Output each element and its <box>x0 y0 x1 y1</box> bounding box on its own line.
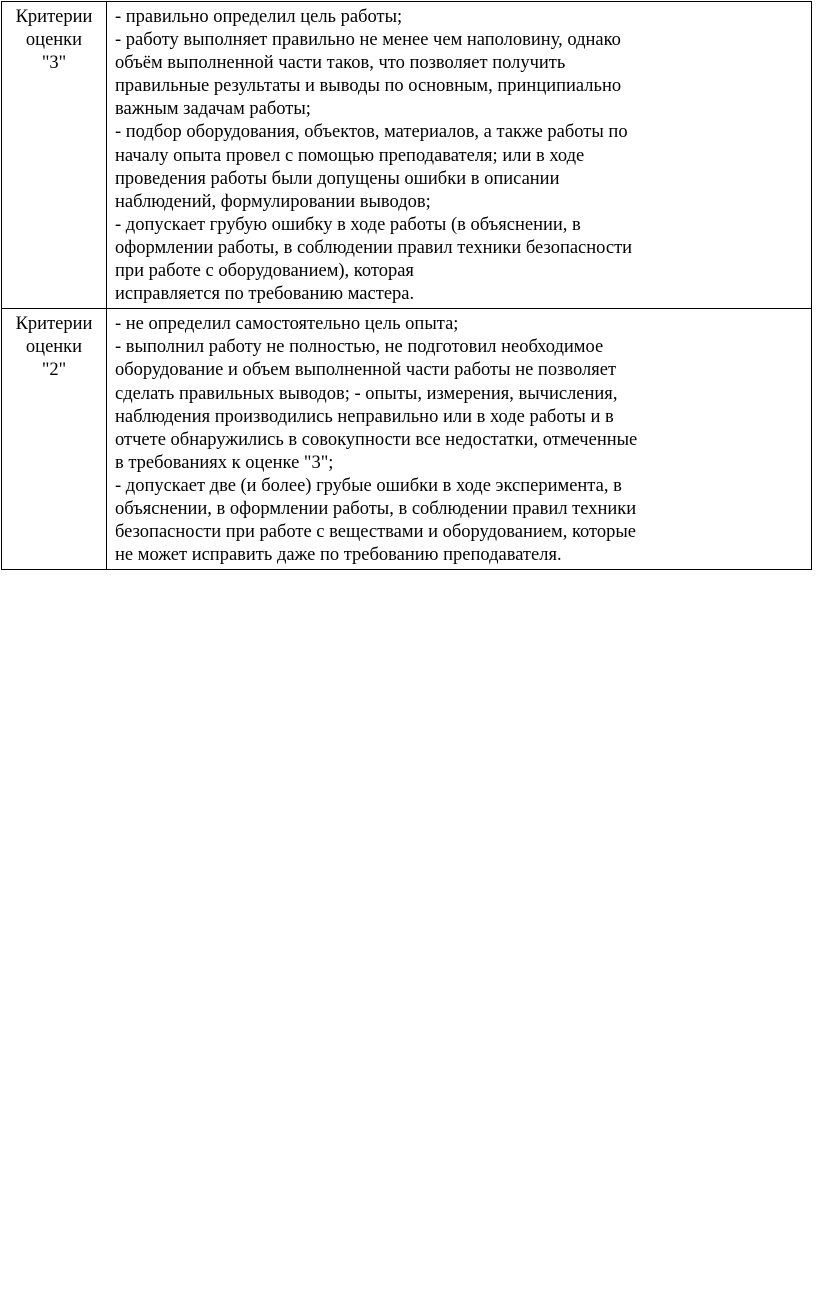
criteria-label-line: Критерии <box>15 314 93 335</box>
criteria-label-cell <box>2 309 107 570</box>
criteria-label-cell <box>2 2 107 309</box>
text-line: безопасности при работе с веществами и оборудованием, которые <box>115 522 637 543</box>
text-line: в требованиях к оценке "3"; <box>115 452 334 473</box>
criteria-row-grade-3 <box>2 2 812 309</box>
text-line: - правильно определил цель работы; <box>115 7 403 27</box>
text-line: объём выполненной части таков, что позволяет получить <box>115 53 566 74</box>
text-line: - допускает грубую ошибку в ходе работы (в объяснении, в <box>115 214 581 235</box>
text-line: сделать правильных выводов; - опыты, измерения, вычисления, <box>115 383 618 404</box>
criteria-grade: "3" <box>41 53 67 73</box>
criteria-description-cell <box>107 309 812 570</box>
text-line: началу опыта провел с помощью преподавателя; или в ходе <box>115 145 585 166</box>
criteria-grade: "2" <box>41 360 67 381</box>
text-line: не может исправить даже по требованию преподавателя. <box>115 545 562 566</box>
text-line: наблюдений, формулировании выводов; <box>115 191 431 212</box>
text-line: отчете обнаружились в совокупности все недостатки, отмеченные <box>115 429 638 450</box>
criteria-label-line: Критерии <box>15 7 93 27</box>
text-line: оформлении работы, в соблюдении правил техники безопасности <box>115 237 633 258</box>
text-line: исправляется по требованию мастера. <box>115 284 415 305</box>
criteria-label-line: оценки <box>25 337 83 358</box>
criteria-description-cell <box>107 2 812 309</box>
criteria-table <box>1 1 812 570</box>
text-line: объяснении, в оформлении работы, в соблюдении правил техники <box>115 498 637 519</box>
text-line: при работе с оборудованием), которая <box>115 261 414 282</box>
criteria-label-line: оценки <box>25 30 83 50</box>
criteria-row-grade-2 <box>2 309 812 570</box>
text-line: - выполнил работу не полностью, не подготовил необходимое <box>115 337 604 358</box>
text-line: оборудование и объем выполненной части работы не позволяет <box>115 360 617 381</box>
text-line: наблюдения производились неправильно или в ходе работы и в <box>115 406 614 427</box>
text-line: важным задачам работы; <box>115 99 311 120</box>
text-line: - допускает две (и более) грубые ошибки в ходе эксперимента, в <box>115 475 622 496</box>
text-line: - подбор оборудования, объектов, материалов, а также работы по <box>115 122 628 143</box>
text-line: правильные результаты и выводы по основным, принципиально <box>115 76 622 97</box>
text-line: - работу выполняет правильно не менее чем наполовину, однако <box>115 30 621 51</box>
text-line: - не определил самостоятельно цель опыта; <box>115 314 459 335</box>
text-line: проведения работы были допущены ошибки в описании <box>115 168 560 189</box>
